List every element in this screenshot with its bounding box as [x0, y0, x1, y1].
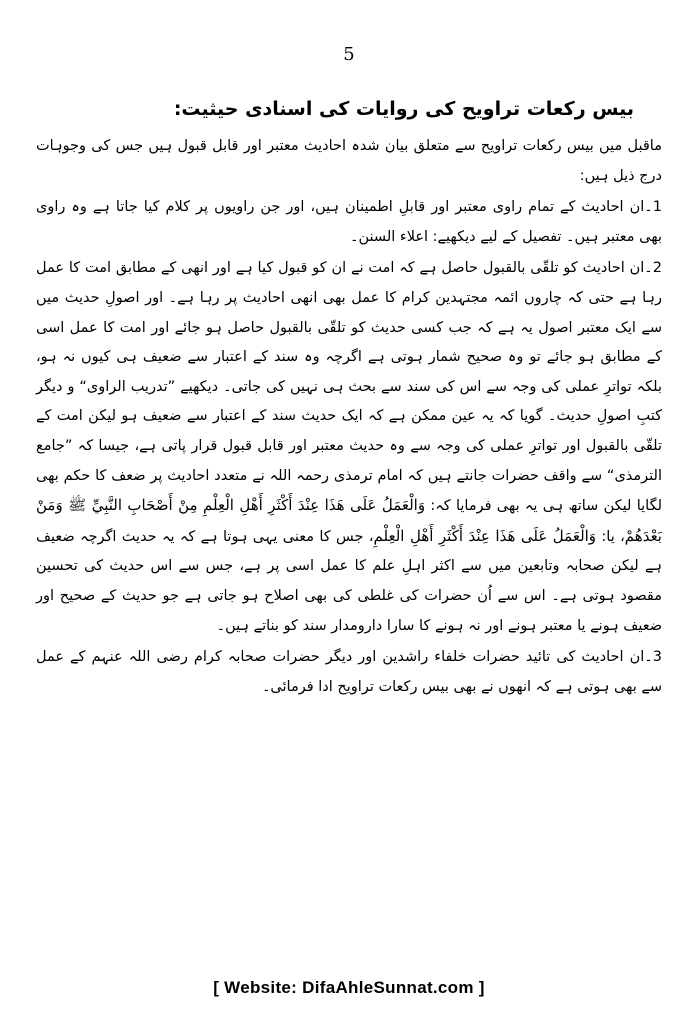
point-1-paragraph: 1۔ان احادیث کے تمام راوی معتبر اور قابلِ اطمینان ہیں، اور جن راویوں پر کلام کیا جاتا ہے وہ راوی بھی معتبر ہیں۔ تفصیل کے لیے دیکھیے: اعلاء السنن۔ — [36, 199, 662, 245]
point-3-paragraph: 3۔ان احادیث کی تائید حضرات خلفاء راشدین اور دیگر حضرات صحابہ کرام رضی اللہ عنہم کے عمل سے بھی ہوتی ہے کہ انھوں نے بھی بیس رکعات تراویح ادا فرمائی۔ — [36, 649, 662, 695]
section-heading: بیس رکعات تراویح کی روایات کی اسنادی حیثیت: — [173, 98, 634, 120]
page-number: 5 — [343, 44, 355, 65]
point-2-paragraph — [36, 254, 662, 641]
intro-paragraph: ماقبل میں بیس رکعات تراویح سے متعلق بیان شدہ احادیث معتبر اور قابل قبول ہیں جس کی وجوہات درج ذیل ہیں: — [36, 138, 662, 184]
point-2-text: 2۔ان احادیث کو تلقّی بالقبول حاصل ہے کہ امت نے ان کو قبول کیا ہے اور انھی کے مطابق امت کا عمل رہا ہے حتی کہ چاروں ائمہ مجتہدین کرام کا عمل بھی انھی احادیث پر رہا ہے۔ اور اصولِ حدیث میں سے ایک معتبر اصول یہ ہے کہ جب کسی حدیث کو تلقّی بالقبول حاصل ہو جائے اور امت کا عمل اسی کے مطابق ہو جائے تو وہ صحیح شمار ہوتی ہے اگرچہ وہ سند کے اعتبار سے ضعیف ہی کیوں نہ ہو، بلکہ تواترِ عملی کی وجہ سے اس کی سند سے بحث ہی نہیں کی جاتی۔ دیکھیے ”تدریب الراوی“ و دیگر کتبِ اصولِ حدیث۔ گویا کہ یہ عین ممکن ہے کہ ایک حدیث سند کے اعتبار سے ضعیف ہو لیکن امت کے تلقّی بالقبول اور تواترِ عملی کی وجہ سے وہ حدیث معتبر اور قابل قبول قرار پاتی ہے، جیسا کہ ”جامع الترمذی“ سے واقف حضرات جانتے ہیں کہ امام ترمذی رحمہ اللہ نے متعدد احادیث پر ضعف کا حکم بھی لگایا لیکن ساتھ ہی یہ بھی فرمایا کہ: — [36, 260, 663, 515]
website-footer: [ Website: DifaAhleSunnat.com ] — [213, 978, 485, 997]
point-2-tail: ، جس کا معنی یہی ہوتا ہے کہ یہ حدیث اگرچہ ضعیف ہے لیکن صحابہ وتابعین میں سے اکثر اہلِ علم کا عمل اسی پر ہے، جس سے اس حدیث کی تحسین مقصود ہوتی ہے۔ اس سے اُن حضرات کی غلطی کی بھی اصلاح ہو جاتی ہے جو حدیث کے صحیح اور ضعیف ہونے یا معتبر ہونے اور نہ ہونے کا سارا دارومدار سند کو بناتے ہیں۔ — [36, 528, 662, 634]
arabic-quote-2: وَالْعَمَلُ عَلَى هَذَا عِنْدَ أَكْثَرِ أَهْلِ الْعِلْمِ — [373, 526, 597, 545]
quote-separator: ، یا: — [596, 528, 625, 545]
document-body — [36, 94, 662, 702]
arabic-quote-1: وَالْعَمَلُ عَلَى هَذَا عِنْدَ أَكْثَرِ أَهْلِ الْعِلْمِ مِنْ أَصْحَابِ النَّبِيِّ ﷺ وَمَنْ بَعْدَهُمْ — [36, 496, 662, 545]
